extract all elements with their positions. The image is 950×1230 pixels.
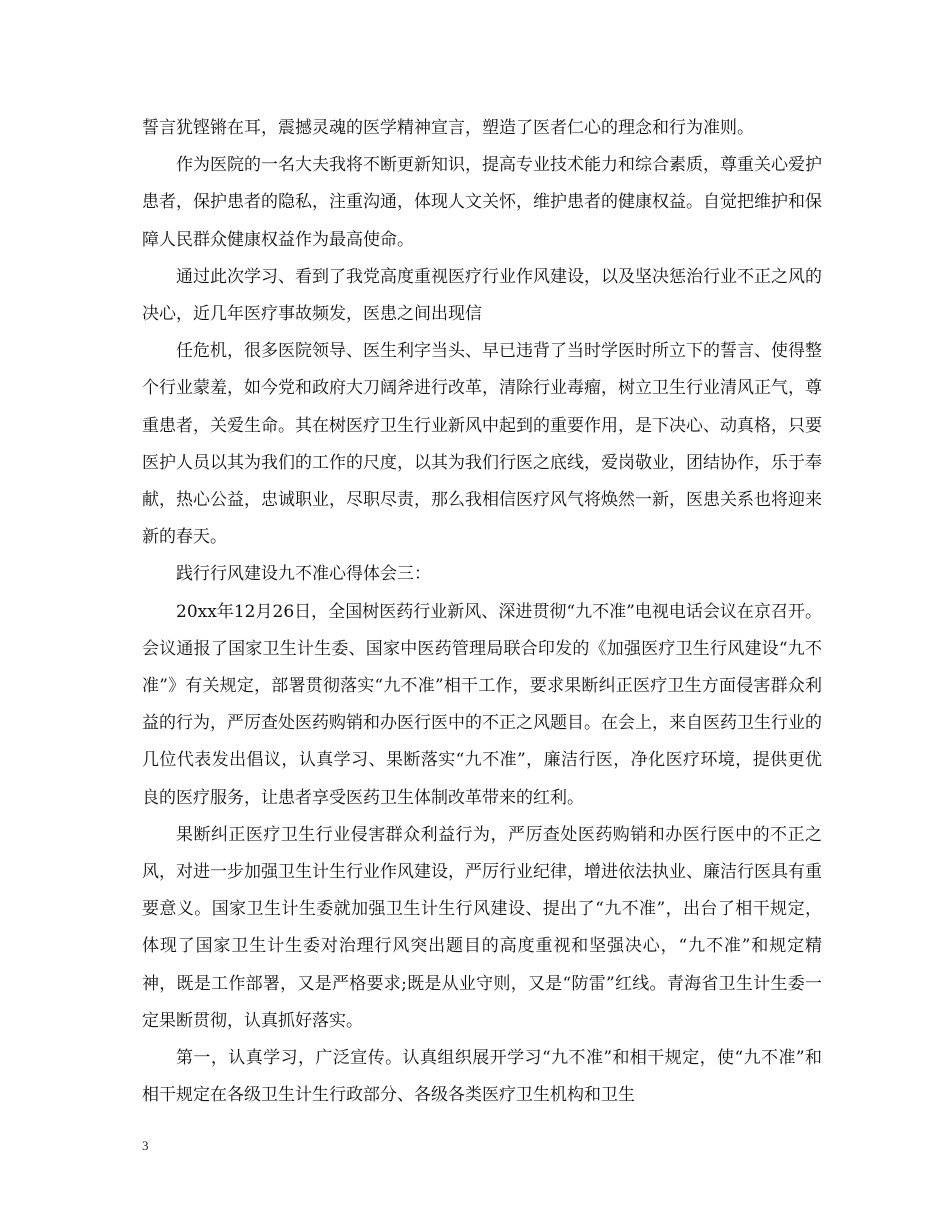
paragraph-6: 果断纠正医疗卫生行业侵害群众利益行为，严厉查处医药购销和办医行医中的不正之风，对进一步加强卫生计生行业作风建设，严厉行业纪律，增进依法执业、廉洁行医具有重要意义。国家卫生计生委就加强卫生计生行风建设、提出了“九不准”，出台了相干规定，体现了国家卫生计生委对治理行风突出题目的高度重视和坚强决心，“九不准”和规定精神，既是工作部署，又是严格要求;既是从业守则，又是“防雷”红线。青海省卫生计生委一定果断贯彻，认真抓好落实。 xyxy=(142,824,822,1031)
paragraph-1: 誓言犹铿锵在耳，震撼灵魂的医学精神宣言，塑造了医者仁心的理念和行为准则。 xyxy=(142,118,754,138)
page-number: 3 xyxy=(142,1138,149,1153)
paragraph-4: 任危机，很多医院领导、医生利字当头、早已违背了当时学医时所立下的誓言、使得整个行业蒙羞，如今党和政府大刀阔斧进行改革，清除行业毒瘤，树立卫生行业清风正气，尊重患者，关爱生命。其在树医疗卫生行业新风中起到的重要作用，是下决心、动真格，只要医护人员以其为我们的工作的尺度，以其为我们行医之底线，爱岗敬业，团结协作，乐于奉献，热心公益，忠诚职业，尽职尽责，那么我相信医疗风气将焕然一新，医患关系也将迎来新的春天。 xyxy=(142,341,822,548)
paragraph-7: 第一，认真学习，广泛宣传。认真组织展开学习“九不准”和相干规定，使“九不准”和相干规定在各级卫生计生行政部分、各级各类医疗卫生机构和卫生 xyxy=(142,1048,822,1106)
document-body xyxy=(142,110,822,1114)
section-heading: 践行行风建设九不准心得体会三： xyxy=(176,564,431,585)
paragraph-5: 20xx年12月26日，全国树医药行业新风、深进贯彻“九不准”电视电话会议在京召开。会议通报了国家卫生计生委、国家中医药管理局联合印发的《加强医疗卫生行风建设“九不准”》有关规定，部署贯彻落实“九不准”相干工作，要求果断纠正医疗卫生方面侵害群众利益的行为，严厉查处医药购销和办医行医中的不正之风题目。在会上，来自医药卫生行业的几位代表发出倡议，认真学习、果断落实“九不准”，廉洁行医，净化医疗环境，提供更优良的医疗服务，让患者享受医药卫生体制改革带来的红利。 xyxy=(142,601,822,808)
paragraph-2: 作为医院的一名大夫我将不断更新知识，提高专业技术能力和综合素质，尊重关心爱护患者，保护患者的隐私，注重沟通，体现人文关怀，维护患者的健康权益。自觉把维护和保障人民群众健康权益作为最高使命。 xyxy=(142,155,822,250)
paragraph-3: 通过此次学习、看到了我党高度重视医疗行业作风建设，以及坚决惩治行业不正之风的决心，近几年医疗事故频发，医患之间出现信 xyxy=(142,266,822,325)
